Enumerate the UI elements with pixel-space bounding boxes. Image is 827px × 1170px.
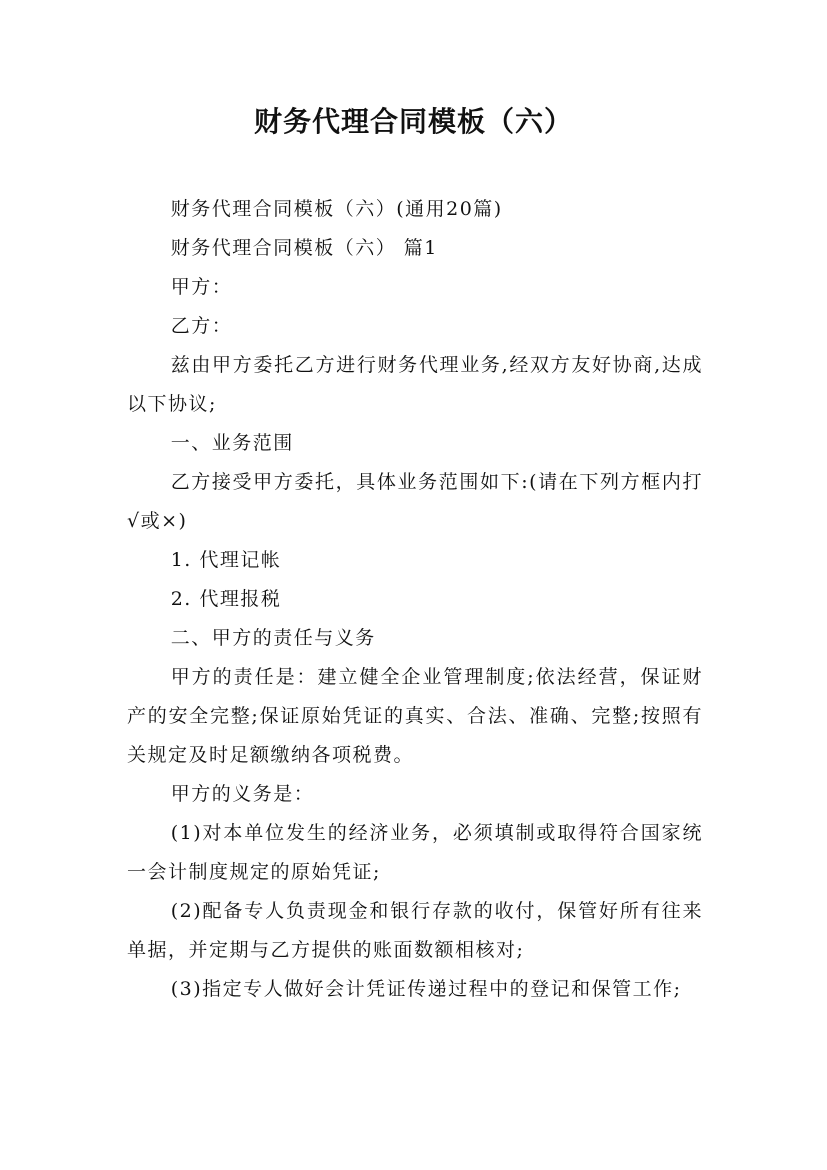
obligation-item-1: (1)对本单位发生的经济业务，必须填制或取得符合国家统一会计制度规定的原始凭证; — [127, 822, 703, 883]
document-body — [127, 190, 703, 1009]
intro-paragraph: 兹由甲方委托乙方进行财务代理业务,经双方友好协商,达成以下协议; — [127, 354, 703, 415]
scope-item-2: 2. 代理报税 — [170, 588, 282, 610]
obligation-item-2: (2)配备专人负责现金和银行存款的收付，保管好所有往来单据，并定期与乙方提供的账面数额相核对; — [127, 900, 703, 961]
paragraph-heading-collection: 财务代理合同模板（六）(通用20篇) — [170, 198, 503, 220]
section-heading-party-a: 二、甲方的责任与义务 — [170, 627, 376, 649]
section-heading-scope: 一、业务范围 — [170, 432, 294, 454]
party-a-line: 甲方： — [170, 276, 233, 298]
obligation-item-3: (3)指定专人做好会计凭证传递过程中的登记和保管工作; — [170, 978, 682, 1000]
party-a-responsibility: 甲方的责任是：建立健全企业管理制度;依法经营，保证财产的安全完整;保证原始凭证的真实、合法、准确、完整;按照有关规定及时足额缴纳各项税费。 — [127, 666, 703, 766]
document-title: 财务代理合同模板（六） — [253, 105, 573, 138]
scope-paragraph: 乙方接受甲方委托，具体业务范围如下:(请在下列方框内打√或×) — [127, 471, 703, 532]
party-a-obligation-heading: 甲方的义务是： — [170, 783, 315, 805]
paragraph-heading-article: 财务代理合同模板（六） 篇1 — [170, 237, 438, 259]
scope-item-1: 1. 代理记帐 — [170, 549, 282, 571]
party-b-line: 乙方： — [170, 315, 233, 337]
